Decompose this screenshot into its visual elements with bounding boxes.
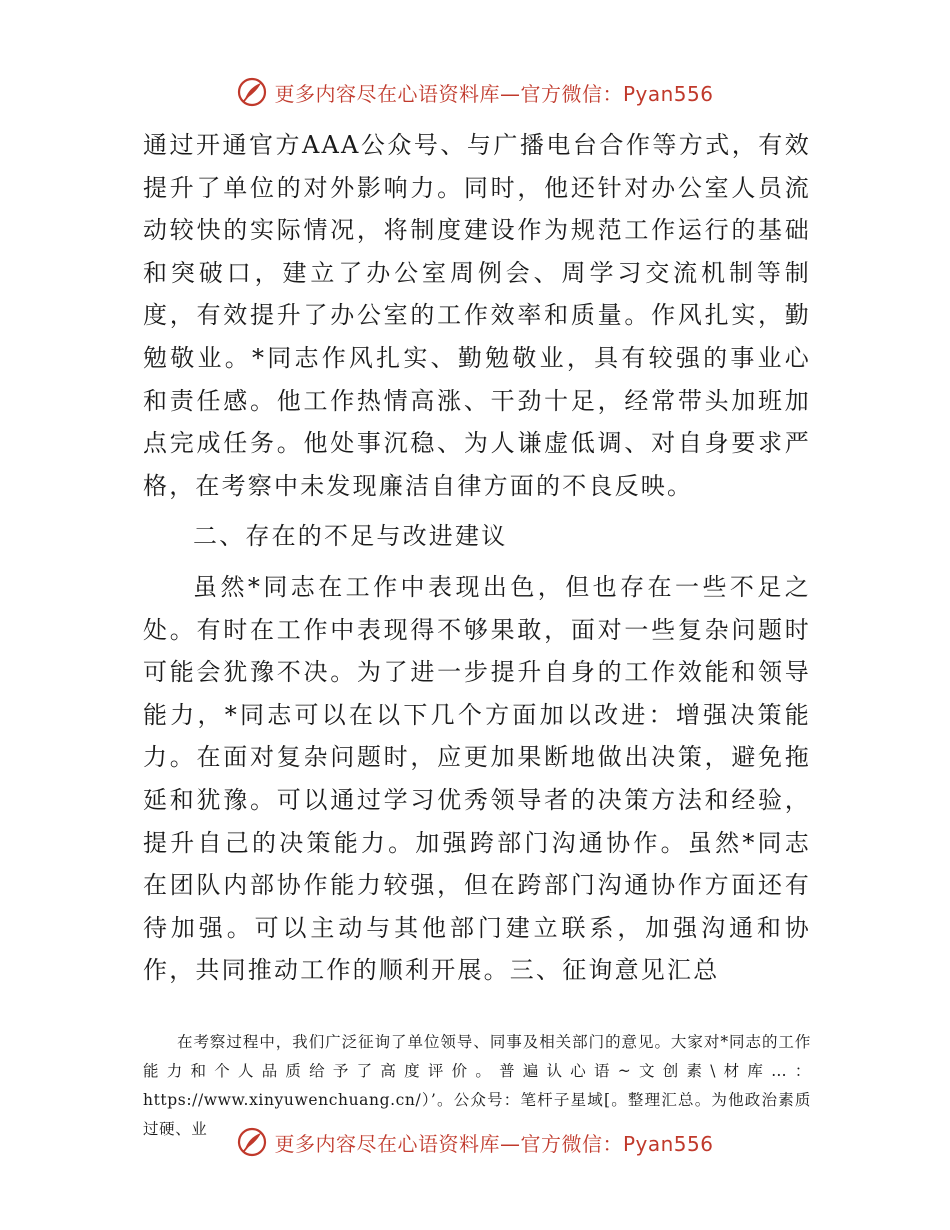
paragraph-1: 通过开通官方AAA公众号、与广播电台合作等方式，有效提升了单位的对外影响力。同时，他还针对办公室人员流动较快的实际情况，将制度建设作为规范工作运行的基础和突破口，建立了办公室周例会、周学习交流机制等制度，有效提升了办公室的工作效率和质量。作风扎实，勤勉敬业。*同志作风扎实、勤勉敬业，具有较强的事业心和责任感。他工作热情高涨、干劲十足，经常带头加班加点完成任务。他处事沉稳、为人谦虚低调、对自身要求严格，在考察中未发现廉洁自律方面的不良反映。 xyxy=(143,131,811,500)
quill-logo-icon xyxy=(236,76,268,108)
paragraph-2: 虽然*同志在工作中表现出色，但也存在一些不足之处。有时在工作中表现得不够果敢，面对一些复杂问题时可能会犹豫不决。为了进一步提升自身的工作效能和领导能力，*同志可以在以下几个方面加以改进：增强决策能力。在面对复杂问题时，应更加果断地做出决策，避免拖延和犹豫。可以通过学习优秀领导者的决策方法和经验，提升自己的决策能力。加强跨部门沟通协作。虽然*同志在团队内部协作能力较强，但在跨部门沟通协作方面还有待加强。可以主动与其他部门建立联系，加强沟通和协作，共同推动工作的顺利开展。三、征询意见汇总 xyxy=(143,572,811,985)
paragraph-3: 在考察过程中，我们广泛征询了单位领导、同事及相关部门的意见。大家对*同志的工作能力和个人品质给予了高度评价。普遍认心语~文创素\材库…：https://www.xinyuwenchuang.cn/）’。公众号：笔杆子星域[。整理汇总。为他政治素质过硬、业 xyxy=(143,1033,811,1138)
footer-banner xyxy=(0,1122,950,1162)
header-banner-text: 更多内容尽在心语资料库—官方微信：Pyan556 xyxy=(274,81,714,106)
footer-banner-text: 更多内容尽在心语资料库—官方微信：Pyan556 xyxy=(274,1131,714,1156)
section-2-heading: 二、存在的不足与改进建议 xyxy=(193,522,508,551)
document-body xyxy=(143,124,811,992)
header-banner xyxy=(0,72,950,112)
quill-logo-icon xyxy=(236,1126,268,1158)
